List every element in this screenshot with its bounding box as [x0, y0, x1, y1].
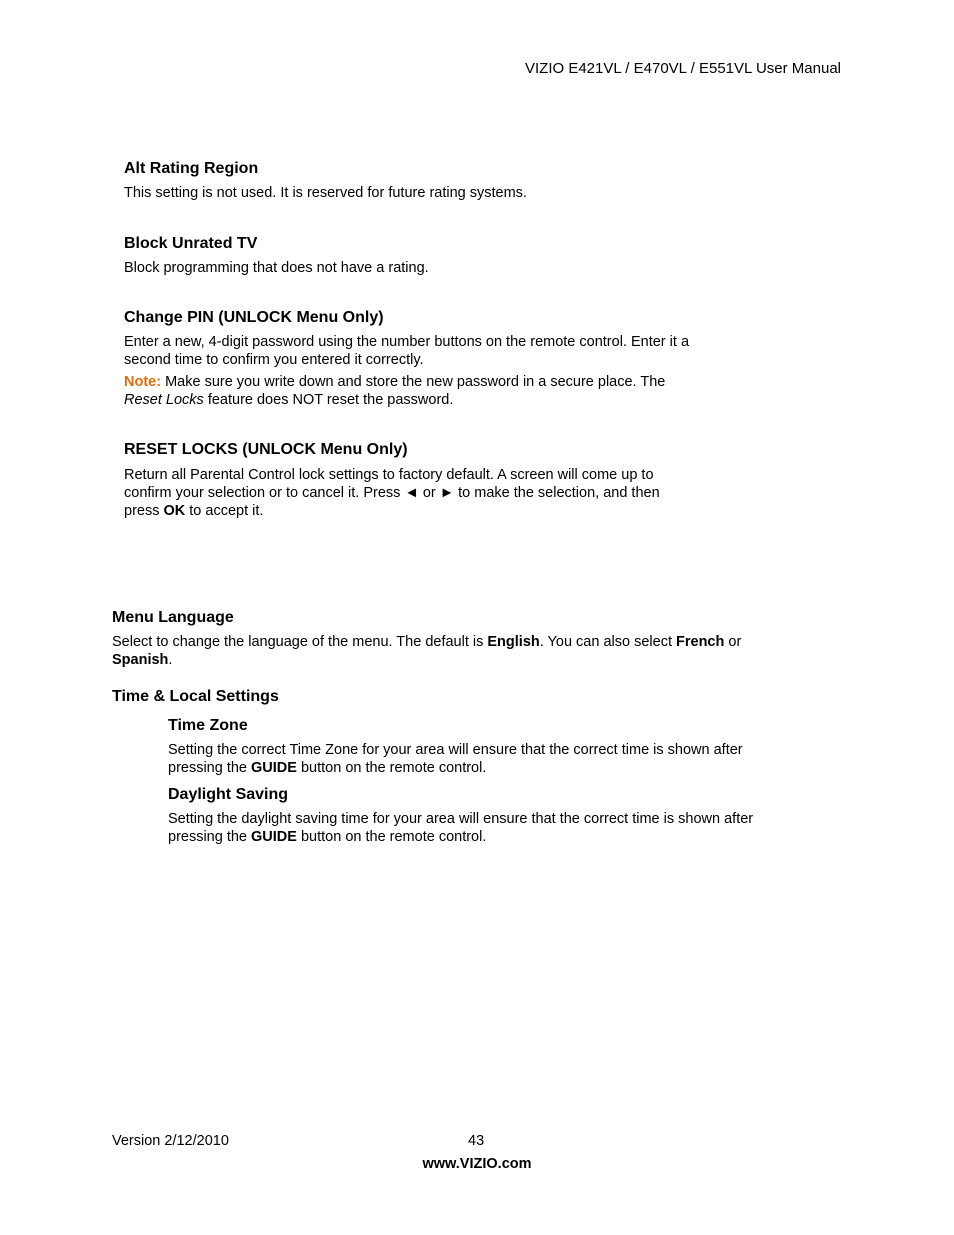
daylight-saving-heading: Daylight Saving [168, 786, 289, 803]
time-local-settings-heading: Time & Local Settings [112, 688, 279, 705]
daylight-saving-line-1: Setting the daylight saving time for your area will ensure that the correct time is shown after [168, 811, 754, 827]
daylight-saving-line-2-post: button on the remote control. [296, 829, 487, 845]
change-pin-note [124, 373, 665, 409]
version-label: Version 2/12/2010 [112, 1133, 229, 1149]
guide-button-label: GUIDE [251, 829, 297, 845]
reset-locks-italic: Reset Locks [124, 392, 204, 408]
time-zone-line-2-pre: pressing the [168, 760, 252, 776]
menu-language-line-1-post: or [724, 634, 742, 650]
reset-locks-line-1: Return all Parental Control lock settings to factory default. A screen will come up to [124, 467, 654, 483]
note-line-2: feature does NOT reset the password. [203, 392, 454, 408]
change-pin-text [124, 333, 689, 369]
time-zone-line-1: Setting the correct Time Zone for your area will ensure that the correct time is shown after [168, 742, 743, 758]
spanish-option: Spanish [112, 652, 169, 668]
daylight-saving-text [168, 810, 753, 846]
alt-rating-region-heading: Alt Rating Region [124, 160, 259, 177]
website-link: www.VIZIO.com [422, 1156, 532, 1172]
reset-locks-heading: RESET LOCKS (UNLOCK Menu Only) [124, 441, 408, 458]
time-zone-line-2-post: button on the remote control. [296, 760, 487, 776]
alt-rating-region-text: This setting is not used. It is reserved for future rating systems. [124, 185, 527, 201]
reset-locks-line-3-post: to accept it. [185, 503, 264, 519]
menu-language-heading: Menu Language [112, 609, 234, 626]
menu-language-line-1-mid: . You can also select [539, 634, 677, 650]
note-label: Note: [124, 374, 162, 390]
change-pin-line-2: second time to confirm you entered it correctly. [124, 352, 424, 368]
time-zone-heading: Time Zone [168, 717, 248, 734]
daylight-saving-line-2-pre: pressing the [168, 829, 252, 845]
ok-button-label: OK [163, 503, 186, 519]
block-unrated-heading: Block Unrated TV [124, 235, 258, 252]
change-pin-line-1: Enter a new, 4-digit password using the number buttons on the remote control. Enter it a [124, 334, 690, 350]
menu-language-line-1-pre: Select to change the language of the menu. The default is [112, 634, 488, 650]
reset-locks-line-2: confirm your selection or to cancel it. Press ◄ or ► to make the selection, and then [124, 485, 660, 501]
time-zone-text [168, 741, 743, 777]
menu-language-text [112, 633, 741, 669]
note-line-1: Make sure you write down and store the new password in a secure place. The [161, 374, 666, 390]
guide-button-label: GUIDE [251, 760, 297, 776]
english-option: English [487, 634, 540, 650]
menu-language-line-2-post: . [168, 652, 173, 668]
change-pin-heading: Change PIN (UNLOCK Menu Only) [124, 309, 384, 326]
page-number: 43 [468, 1133, 485, 1149]
french-option: French [676, 634, 725, 650]
reset-locks-line-3-pre: press [124, 503, 164, 519]
manual-title: VIZIO E421VL / E470VL / E551VL User Manual [524, 60, 841, 77]
block-unrated-text: Block programming that does not have a rating. [124, 260, 429, 276]
reset-locks-text [124, 466, 660, 520]
